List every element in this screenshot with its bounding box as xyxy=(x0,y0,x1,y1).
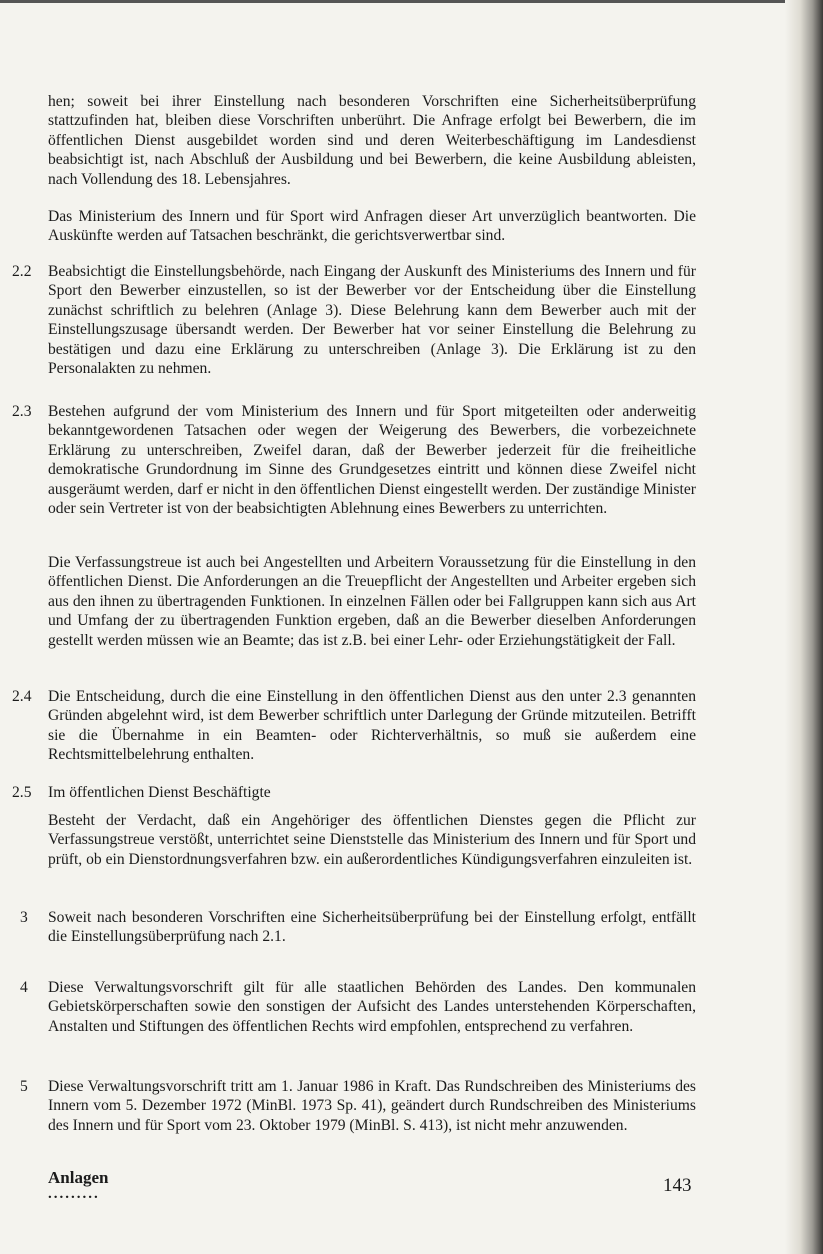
intro-paragraph-1: hen; soweit bei ihrer Einstellung nach besonderen Vorschriften eine Sicherheitsüberprüfung stattzufinden hat, bleiben diese Vorschriften unberührt. Die Anfrage erfolgt bei Bewerbern, die im öffentlichen Dienst ausgebildet worden sind und deren Weiterbeschäftigung im Landesdienst beabsichtigt ist, nach Abschluß der Ausbildung und bei Bewerbern, die keine Ausbildung ableisten, nach Vollendung des 18. Lebensjahres. xyxy=(48,93,696,188)
section-2-3-paragraph-2: Die Verfassungstreue ist auch bei Angestellten und Arbeitern Voraussetzung für die Einstellung in den öffentlichen Dienst. Die Anforderungen an die Treuepflicht der Angestellten und Arbeiter ergeben sich aus den ihnen zu übertragenden Funktionen. In einzelnen Fällen oder bei Fallgruppen kann sich aus Art und Umfang der zu übertragenden Funktion ergeben, daß an die Bewerber dieselben Anforderungen gestellt werden müssen wie an Beamte; das ist z.B. bei einer Lehr- oder Erziehungstätigkeit der Fall. xyxy=(48,554,696,649)
section-4-paragraph: Diese Verwaltungsvorschrift gilt für alle staatlichen Behörden des Landes. Den kommunalen Gebietskörperschaften sowie den sonstigen der Aufsicht des Landes unterstehenden Körperschaften, Anstalten und Stiftungen des öffentlichen Rechts wird empfohlen, entsprechend zu verfahren. xyxy=(48,979,696,1035)
section-2-2-paragraph: Beabsichtigt die Einstellungsbehörde, nach Eingang der Auskunft des Ministeriums des Innern und für Sport den Bewerber einzustellen, so ist der Bewerber vor der Entscheidung über die Einstellung zunächst schriftlich zu belehren (Anlage 3). Diese Belehrung kann dem Bewerber auch mit der Einstellungszusage übersandt werden. Der Bewerber hat vor seiner Einstellung die Belehrung zu bestätigen und dazu eine Erklärung zu unterschreiben (Anlage 3). Die Erklärung ist zu den Personalakten zu nehmen. xyxy=(48,263,696,378)
section-2-5-paragraph: Besteht der Verdacht, daß ein Angehöriger des öffentlichen Dienstes gegen die Pflicht zur Verfassungstreue verstößt, unterrichtet seine Dienststelle das Ministerium des Innern und für Sport und prüft, ob ein Dienstordnungsverfahren bzw. ein außerordentliches Kündigungsverfahren einzuleiten ist. xyxy=(48,812,696,868)
section-3-paragraph: Soweit nach besonderen Vorschriften eine Sicherheitsüberprüfung bei der Einstellung erfolgt, entfällt die Einstellungsüberprüfung nach 2.1. xyxy=(48,909,696,946)
section-2-5-title: Im öffentlichen Dienst Beschäftigte xyxy=(48,784,271,801)
page-number: 143 xyxy=(663,1175,692,1196)
section-number-3: 3 xyxy=(20,909,28,926)
section-number-2-5: 2.5 xyxy=(12,784,32,801)
section-number-4: 4 xyxy=(20,979,28,996)
anlagen-heading: Anlagen xyxy=(48,1168,109,1187)
section-2-3-paragraph-1: Bestehen aufgrund der vom Ministerium des Innern und für Sport mitgeteilten oder anderweitig bekanntgewordenen Tatsachen oder wegen der Weigerung des Bewerbers, die vorbezeichnete Erklärung zu unterschreiben, Zweifel daran, daß der Bewerber jederzeit für die freiheitliche demokratische Grundordnung im Sinne des Grundgesetzes eintritt und können diese Zweifel nicht ausgeräumt werden, darf er nicht in den öffentlichen Dienst eingestellt werden. Der zuständige Minister oder sein Vertreter ist von der beabsichtigten Ablehnung eines Bewerbers zu unterrichten. xyxy=(48,403,696,518)
section-5-paragraph: Diese Verwaltungsvorschrift tritt am 1. Januar 1986 in Kraft. Das Rundschreiben des Ministeriums des Innern vom 5. Dezember 1972 (MinBl. 1973 Sp. 41), geändert durch Rundschreiben des Ministeriums des Innern und für Sport vom 23. Oktober 1979 (MinBl. S. 413), ist nicht mehr anzuwenden. xyxy=(48,1078,696,1134)
section-number-5: 5 xyxy=(20,1078,28,1095)
section-number-2-4: 2.4 xyxy=(12,688,32,705)
section-2-4-paragraph: Die Entscheidung, durch die eine Einstellung in den öffentlichen Dienst aus den unter 2.3 genannten Gründen abgelehnt wird, ist dem Bewerber schriftlich unter Darlegung der Gründe mitzuteilen. Betrifft sie die Übernahme in ein Beamten- oder Richterverhältnis, so muß sie außerdem eine Rechtsmittelbelehrung enthalten. xyxy=(48,688,696,764)
intro-paragraph-2: Das Ministerium des Innern und für Sport wird Anfragen dieser Art unverzüglich beantworten. Die Auskünfte werden auf Tatsachen beschränkt, die gerichtsverwertbar sind. xyxy=(48,208,696,245)
anlagen-dots: ......... xyxy=(48,1186,100,1202)
section-number-2-2: 2.2 xyxy=(12,263,32,280)
section-number-2-3: 2.3 xyxy=(12,403,32,420)
